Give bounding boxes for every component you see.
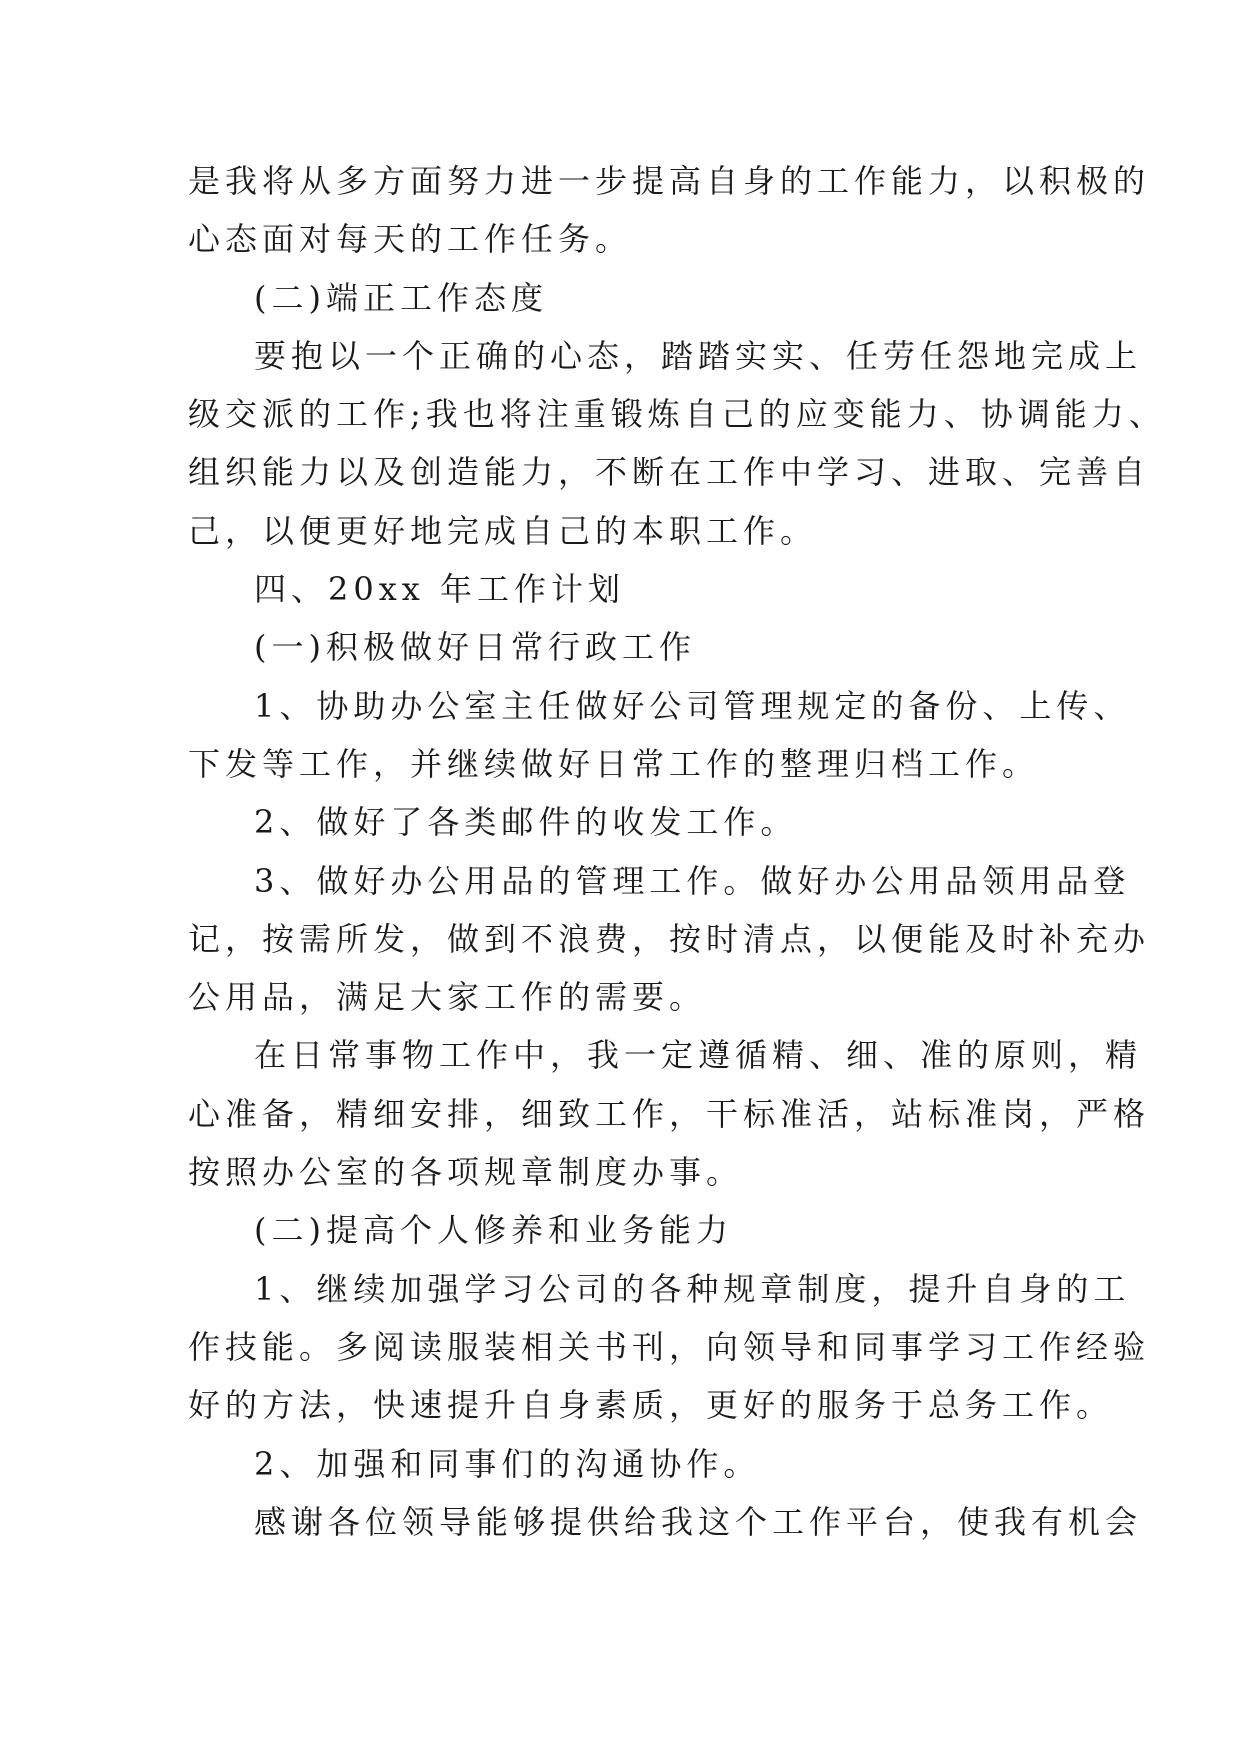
text-line: 是我将从多方面努力进一步提高自身的工作能力，以积极的 — [188, 162, 1151, 200]
text-line: 下发等工作，并继续做好日常工作的整理归档工作。 — [188, 744, 1040, 783]
text-line: 心态面对每天的工作任务。 — [188, 220, 633, 259]
text-line: 组织能力以及创造能力，不断在工作中学习、进取、完善自 — [188, 453, 1151, 492]
document-page — [188, 152, 1166, 1551]
text-line: 好的方法，快速提升自身素质，更好的服务于总务工作。 — [188, 1386, 1114, 1425]
text-line: 公用品，满足大家工作的需要。 — [188, 978, 707, 1017]
section-heading: (二)端正工作态度 — [254, 278, 548, 317]
text-line: 3、做好办公用品的管理工作。做好办公用品领用品登 — [254, 861, 1131, 900]
text-line: 2、做好了各类邮件的收发工作。 — [254, 803, 798, 842]
section-heading: (一)积极做好日常行政工作 — [254, 628, 696, 667]
text-line: 1、协助办公室主任做好公司管理规定的备份、上传、 — [254, 686, 1131, 725]
text-line: 心准备，精细安排，细致工作，干标准活，站标准岗，严格 — [188, 1094, 1151, 1133]
text-line: 1、继续加强学习公司的各种规章制度，提升自身的工 — [254, 1269, 1131, 1308]
text-line: 记，按需所发，做到不浪费，按时清点，以便能及时补充办 — [188, 919, 1151, 958]
text-line: 级交派的工作;我也将注重锻炼自己的应变能力、协调能力、 — [188, 395, 1166, 434]
text-line: 要抱以一个正确的心态，踏踏实实、任劳任怨地完成上 — [254, 336, 1143, 375]
text-line: 在日常事物工作中，我一定遵循精、细、准的原则，精 — [254, 1036, 1143, 1075]
section-heading: 四、20xx 年工作计划 — [254, 570, 625, 609]
text-line: 按照办公室的各项规章制度办事。 — [188, 1153, 744, 1192]
section-heading: (二)提高个人修养和业务能力 — [254, 1211, 733, 1250]
text-line: 己，以便更好地完成自己的本职工作。 — [188, 511, 818, 550]
text-line: 感谢各位领导能够提供给我这个工作平台，使我有机会 — [254, 1502, 1143, 1541]
text-line: 作技能。多阅读服装相关书刊，向领导和同事学习工作经验 — [188, 1327, 1151, 1366]
text-line: 2、加强和同事们的沟通协作。 — [254, 1444, 761, 1483]
